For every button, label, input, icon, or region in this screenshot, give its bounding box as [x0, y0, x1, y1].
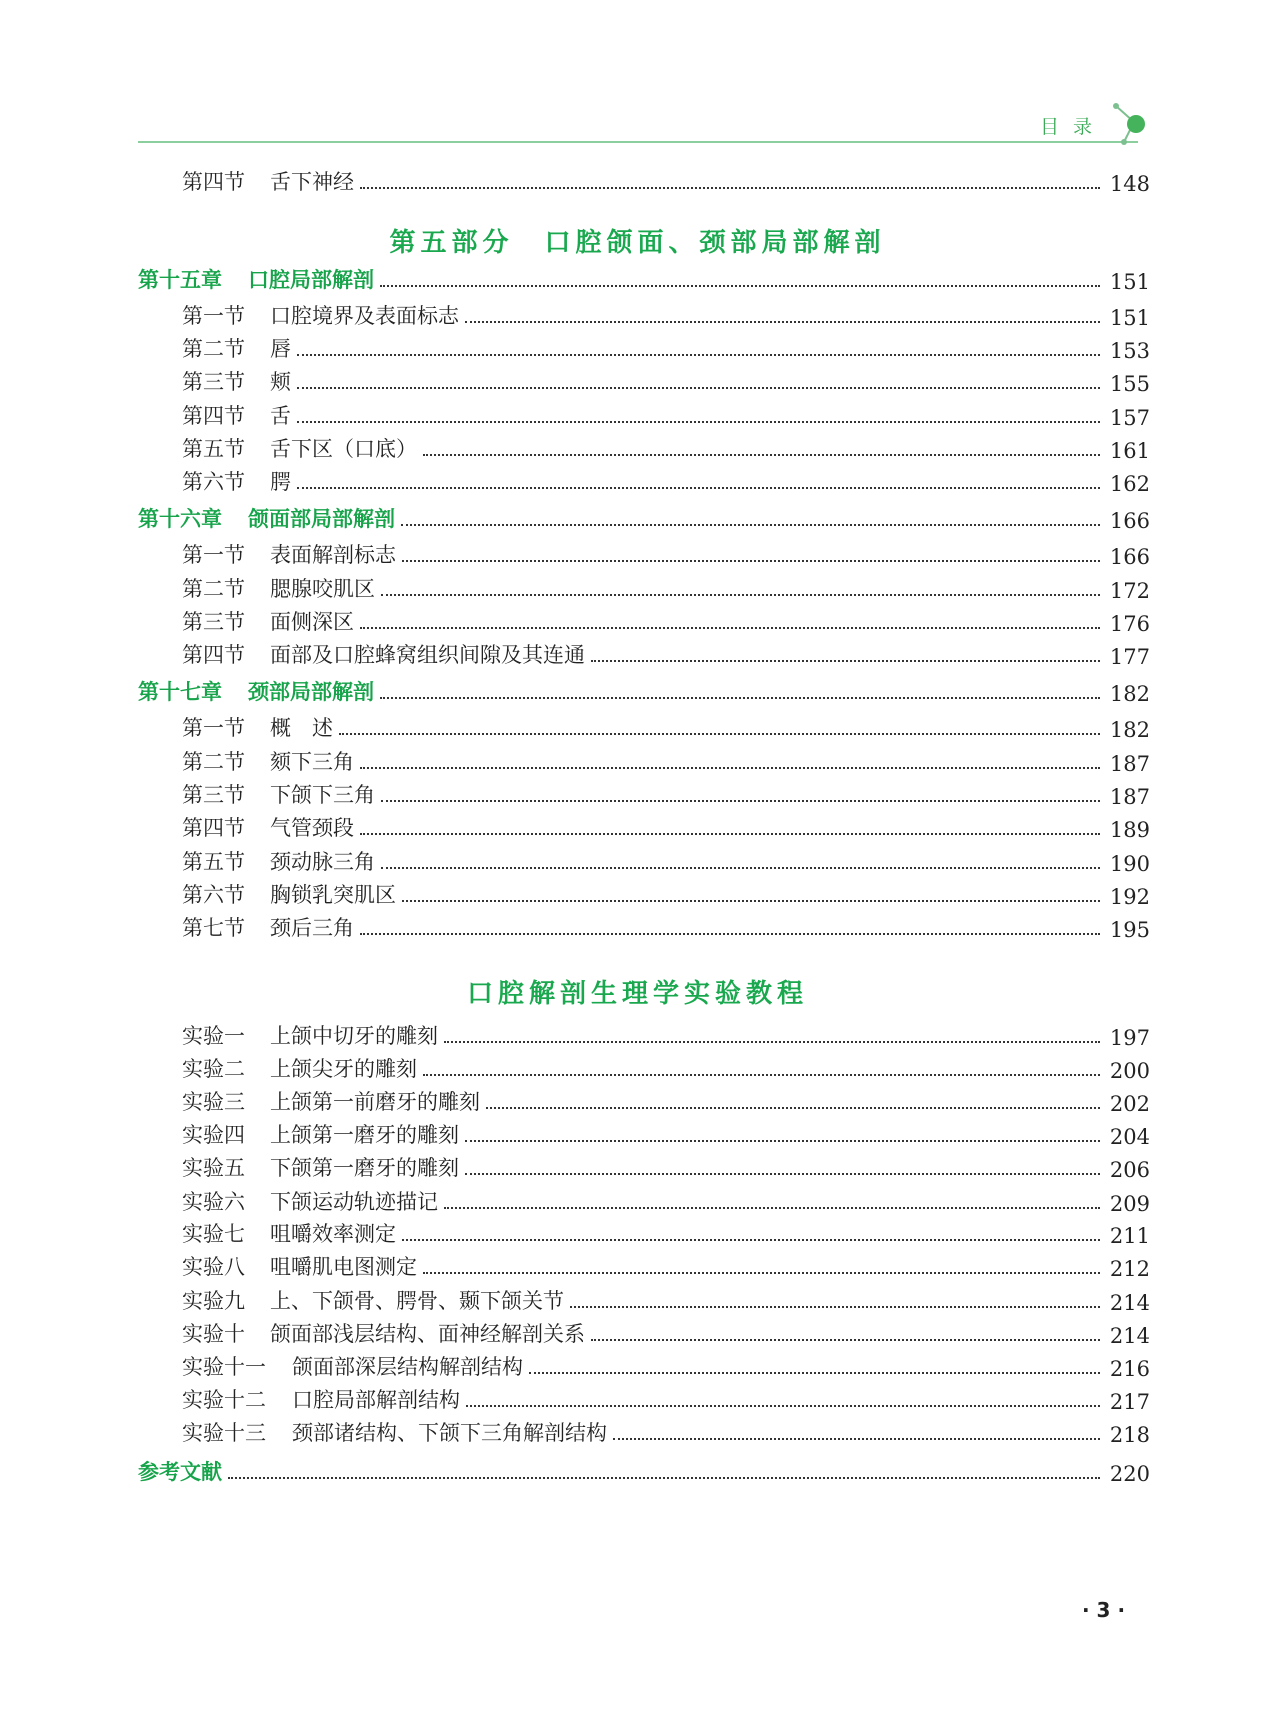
entry-number: 第一节 [182, 716, 245, 740]
molecule-ornament-icon [1110, 100, 1150, 148]
entry-title: 下颌下三角 [270, 783, 375, 807]
dot-leader [360, 626, 1100, 629]
entry-page: 192 [1109, 885, 1150, 909]
entry-page: 197 [1109, 1026, 1150, 1050]
entry-title: 下颌第一磨牙的雕刻 [270, 1156, 459, 1180]
entry-number: 第一节 [182, 304, 245, 328]
entry-title: 面部及口腔蜂窝组织间隙及其连通 [270, 643, 585, 667]
dot-leader [297, 353, 1100, 356]
entry-page: 177 [1109, 645, 1150, 669]
entry-title: 上颌第一磨牙的雕刻 [270, 1123, 459, 1147]
entry-page: 182 [1109, 718, 1150, 742]
entry-page: 206 [1109, 1158, 1150, 1182]
dot-leader [570, 1305, 1100, 1308]
entry-title: 颊 [270, 370, 291, 394]
entry-title: 面侧深区 [270, 610, 354, 634]
entry-page: 190 [1109, 852, 1150, 876]
dot-leader [465, 1139, 1100, 1142]
entry-title: 唇 [270, 337, 291, 361]
entry-page: 204 [1109, 1125, 1150, 1149]
toc-entry[interactable] [182, 1382, 1150, 1414]
entry-title: 上颌中切牙的雕刻 [270, 1024, 438, 1048]
entry-title: 概 述 [270, 716, 333, 740]
entry-page: 202 [1109, 1092, 1150, 1116]
entry-page: 172 [1109, 579, 1150, 603]
toc-entry[interactable] [182, 810, 1150, 842]
entry-number: 第六节 [182, 470, 245, 494]
entry-title: 颌面部深层结构解剖结构 [292, 1355, 523, 1379]
dot-leader [465, 320, 1100, 323]
entry-page: 187 [1109, 752, 1150, 776]
toc-chapter-entry[interactable] [138, 262, 1150, 294]
toc-chapter-entry[interactable] [138, 501, 1150, 533]
dot-leader [360, 766, 1100, 769]
entry-number: 第二节 [182, 337, 245, 361]
toc-entry[interactable] [182, 777, 1150, 809]
entry-number: 第七节 [182, 916, 245, 940]
dot-leader [339, 732, 1100, 735]
entry-title: 咀嚼效率测定 [270, 1222, 396, 1246]
entry-page: 212 [1109, 1257, 1150, 1281]
entry-page: 155 [1109, 372, 1150, 396]
dot-leader [402, 899, 1100, 902]
entry-title: 表面解剖标志 [270, 543, 396, 567]
entry-number: 第四节 [182, 404, 245, 428]
entry-page: 214 [1109, 1291, 1150, 1315]
toc-entry[interactable] [182, 877, 1150, 909]
page-number: · 3 · [1082, 1598, 1126, 1622]
entry-title: 颈部局部解剖 [248, 680, 374, 704]
dot-leader [297, 386, 1100, 389]
toc-entry[interactable] [182, 571, 1150, 603]
dot-leader [297, 486, 1100, 489]
toc-entry[interactable] [182, 637, 1150, 669]
entry-page: 220 [1109, 1462, 1150, 1486]
toc-entry[interactable] [182, 1283, 1150, 1315]
entry-number: 第三节 [182, 610, 245, 634]
dot-leader [423, 1073, 1100, 1076]
dot-leader [591, 1338, 1100, 1341]
toc-entry[interactable] [182, 910, 1150, 942]
entry-number: 第四节 [182, 643, 245, 667]
entry-title: 舌下区（口底） [270, 437, 417, 461]
entry-number: 实验七 [182, 1222, 245, 1246]
entry-title: 舌下神经 [270, 170, 354, 194]
toc-entry[interactable] [182, 710, 1150, 742]
entry-title: 颏下三角 [270, 750, 354, 774]
entry-number: 实验三 [182, 1090, 245, 1114]
toc-entry[interactable] [182, 1216, 1150, 1248]
entry-title: 舌 [270, 404, 291, 428]
entry-page: 166 [1109, 509, 1150, 533]
dot-leader [297, 420, 1100, 423]
entry-page: 218 [1109, 1423, 1150, 1447]
toc-entry[interactable] [182, 1249, 1150, 1281]
entry-page: 157 [1109, 406, 1150, 430]
dot-leader [228, 1476, 1100, 1479]
entry-number: 实验八 [182, 1255, 245, 1279]
entry-number: 实验十三 [182, 1421, 266, 1445]
entry-page: 211 [1109, 1224, 1150, 1248]
entry-page: 209 [1109, 1192, 1150, 1216]
dot-leader [423, 453, 1100, 456]
entry-title: 颈部诸结构、下颌下三角解剖结构 [292, 1421, 607, 1445]
entry-page: 151 [1109, 270, 1150, 294]
entry-title: 气管颈段 [270, 816, 354, 840]
toc-entry[interactable] [182, 744, 1150, 776]
entry-title: 颈动脉三角 [270, 850, 375, 874]
entry-title: 上颌尖牙的雕刻 [270, 1057, 417, 1081]
entry-page: 162 [1109, 472, 1150, 496]
entry-title: 下颌运动轨迹描记 [270, 1190, 438, 1214]
dot-leader [486, 1106, 1100, 1109]
entry-number: 实验二 [182, 1057, 245, 1081]
entry-number: 实验十二 [182, 1388, 266, 1412]
dot-leader [380, 696, 1100, 699]
toc-references-entry[interactable] [138, 1454, 1150, 1486]
toc-entry[interactable] [182, 844, 1150, 876]
entry-number: 第四节 [182, 816, 245, 840]
entry-title: 腮腺咬肌区 [270, 577, 375, 601]
entry-page: 182 [1109, 682, 1150, 706]
entry-number: 第一节 [182, 543, 245, 567]
entry-page: 216 [1109, 1357, 1150, 1381]
entry-number: 实验十一 [182, 1355, 266, 1379]
dot-leader [423, 1271, 1100, 1274]
entry-page: 195 [1109, 918, 1150, 942]
entry-title: 上颌第一前磨牙的雕刻 [270, 1090, 480, 1114]
header-rule [138, 141, 1138, 143]
entry-number: 第二节 [182, 750, 245, 774]
dot-leader [402, 559, 1100, 562]
entry-page: 166 [1109, 545, 1150, 569]
toc-entry[interactable] [182, 1150, 1150, 1182]
entry-number: 第三节 [182, 370, 245, 394]
entry-number: 第十六章 [138, 507, 222, 531]
dot-leader [381, 866, 1100, 869]
entry-number: 第四节 [182, 170, 245, 194]
entry-title: 口腔局部解剖 [248, 268, 374, 292]
toc-entry[interactable] [182, 1117, 1150, 1149]
entry-number: 第五节 [182, 850, 245, 874]
toc-entry[interactable] [182, 1415, 1150, 1447]
running-header-label: 目录 [1040, 116, 1107, 138]
part-title: 第五部分 口腔颌面、颈部局部解剖 [389, 228, 886, 258]
dot-leader [529, 1371, 1100, 1374]
dot-leader [444, 1206, 1100, 1209]
dot-leader [444, 1040, 1100, 1043]
entry-number: 第十五章 [138, 268, 222, 292]
entry-title: 胸锁乳突肌区 [270, 883, 396, 907]
dot-leader [591, 659, 1100, 662]
toc-entry[interactable] [182, 1051, 1150, 1083]
entry-page: 161 [1109, 439, 1150, 463]
toc-entry[interactable] [182, 1316, 1150, 1348]
toc-entry[interactable] [182, 431, 1150, 463]
toc-entry[interactable] [182, 1184, 1150, 1216]
toc-entry[interactable] [182, 464, 1150, 496]
toc-entry[interactable] [182, 1018, 1150, 1050]
part-title: 口腔解剖生理学实验教程 [466, 979, 808, 1009]
entry-page: 151 [1109, 306, 1150, 330]
dot-leader [401, 523, 1100, 526]
entry-page: 189 [1109, 818, 1150, 842]
dot-leader [381, 593, 1100, 596]
dot-leader [360, 186, 1100, 189]
entry-title: 颌面部局部解剖 [248, 507, 395, 531]
entry-page: 187 [1109, 785, 1150, 809]
toc-entry[interactable] [182, 298, 1150, 330]
entry-page: 217 [1109, 1390, 1150, 1414]
entry-number: 实验五 [182, 1156, 245, 1180]
toc-entry[interactable] [182, 164, 1150, 196]
toc-entry[interactable] [182, 398, 1150, 430]
toc-entry[interactable] [182, 1084, 1150, 1116]
toc-entry[interactable] [182, 331, 1150, 363]
dot-leader [381, 799, 1100, 802]
entry-number: 实验六 [182, 1190, 245, 1214]
entry-title: 颌面部浅层结构、面神经解剖关系 [270, 1322, 585, 1346]
entry-number: 实验一 [182, 1024, 245, 1048]
entry-page: 148 [1109, 172, 1150, 196]
entry-number: 第五节 [182, 437, 245, 461]
entry-number: 实验四 [182, 1123, 245, 1147]
entry-title: 颈后三角 [270, 916, 354, 940]
entry-title: 上、下颌骨、腭骨、颞下颌关节 [270, 1289, 564, 1313]
entry-number: 第十七章 [138, 680, 222, 704]
toc-chapter-entry[interactable] [138, 674, 1150, 706]
dot-leader [360, 832, 1100, 835]
entry-number: 第二节 [182, 577, 245, 601]
entry-title: 口腔局部解剖结构 [292, 1388, 460, 1412]
entry-number: 实验十 [182, 1322, 245, 1346]
dot-leader [465, 1172, 1100, 1175]
dot-leader [380, 284, 1100, 287]
entry-page: 214 [1109, 1324, 1150, 1348]
dot-leader [360, 932, 1100, 935]
toc-entry[interactable] [182, 364, 1150, 396]
entry-number: 第三节 [182, 783, 245, 807]
entry-page: 153 [1109, 339, 1150, 363]
toc-entry[interactable] [182, 604, 1150, 636]
toc-entry[interactable] [182, 537, 1150, 569]
entry-title: 咀嚼肌电图测定 [270, 1255, 417, 1279]
entry-page: 200 [1109, 1059, 1150, 1083]
entry-title: 腭 [270, 470, 291, 494]
entry-number: 实验九 [182, 1289, 245, 1313]
entry-number: 第六节 [182, 883, 245, 907]
entry-page: 176 [1109, 612, 1150, 636]
dot-leader [613, 1437, 1100, 1440]
dot-leader [402, 1238, 1100, 1241]
entry-title: 参考文献 [138, 1460, 222, 1484]
toc-entry[interactable] [182, 1349, 1150, 1381]
dot-leader [466, 1404, 1100, 1407]
entry-title: 口腔境界及表面标志 [270, 304, 459, 328]
